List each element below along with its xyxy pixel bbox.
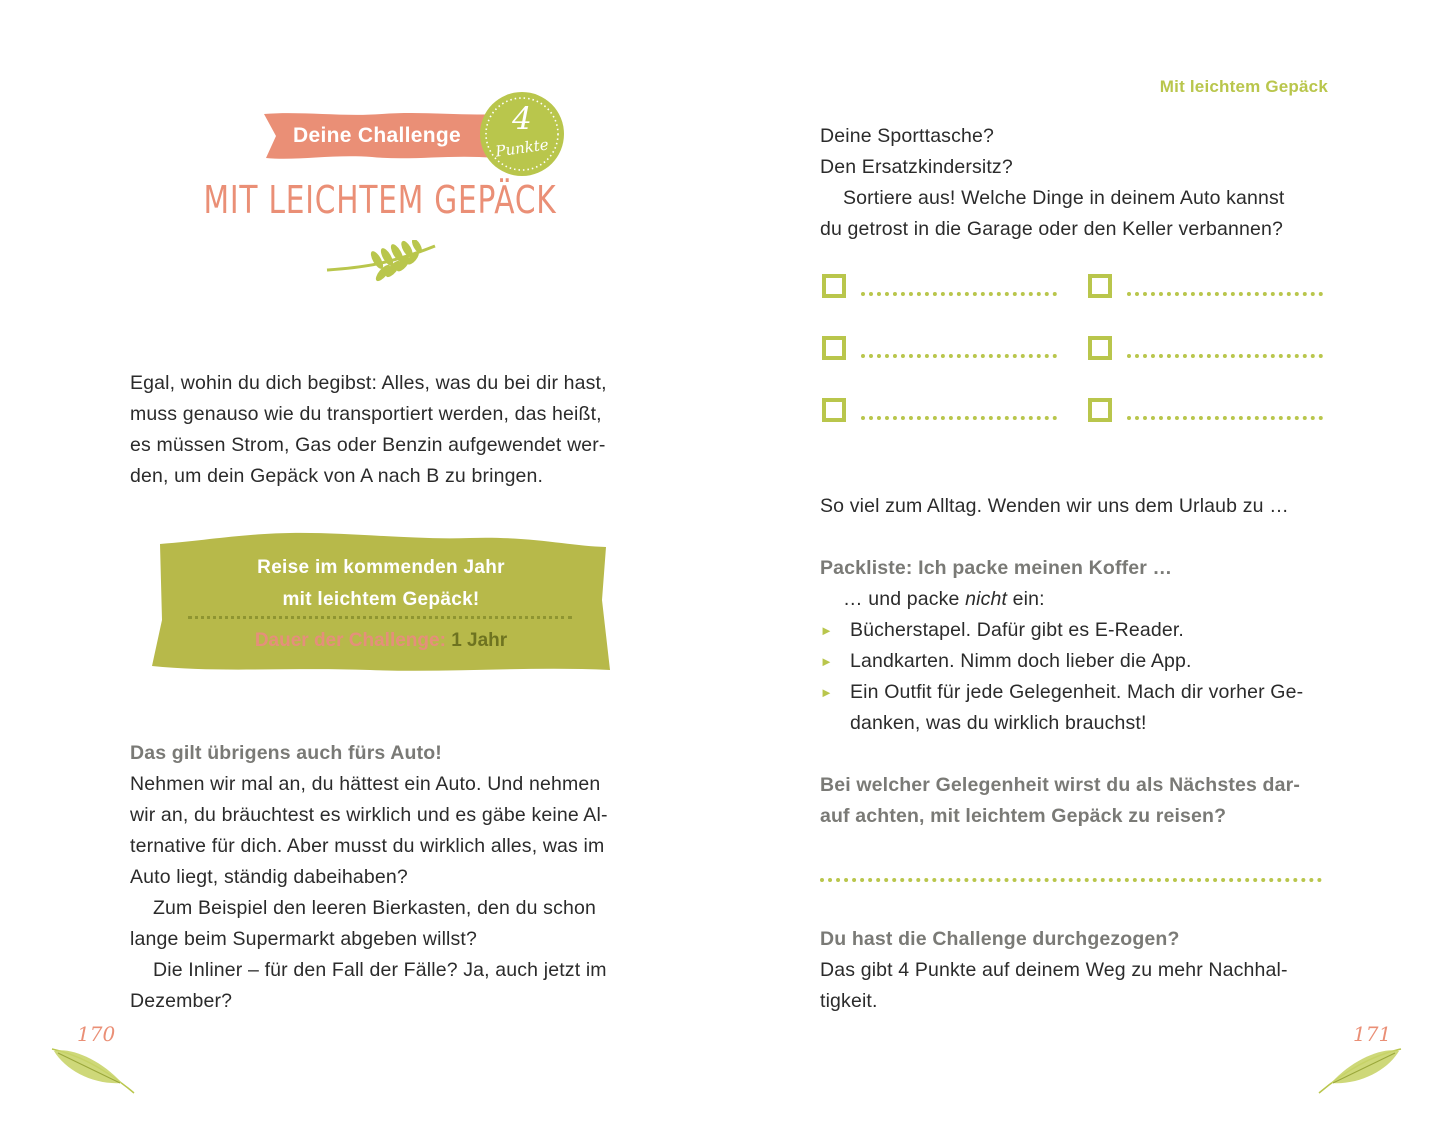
- page-title: MIT LEICHTEM GEPÄCK: [203, 178, 557, 222]
- checklist-item[interactable]: [820, 394, 854, 424]
- sprig-icon: [325, 240, 440, 282]
- text-line: Sortiere aus! Welche Dinge in deinem Auto kannst: [843, 187, 1285, 209]
- text-line: ternative für dich. Aber musst du wirklich alles, was im: [130, 835, 605, 857]
- write-in-line[interactable]: [861, 292, 1057, 296]
- arrow-bullet-icon: ►: [820, 685, 834, 700]
- challenge-line-2: mit leichtem Gepäck!: [282, 589, 480, 610]
- list-item-text: Landkarten. Nimm doch lieber die App.: [850, 650, 1192, 672]
- write-in-line[interactable]: [1127, 416, 1323, 420]
- arrow-bullet-icon: ►: [820, 623, 834, 638]
- checklist-row: [820, 332, 1335, 394]
- leaf-icon: [50, 1045, 136, 1095]
- auto-section: [130, 738, 634, 1017]
- spacer: [820, 739, 1335, 770]
- list-item-text: Bücherstapel. Dafür gibt es E-Reader.: [850, 619, 1184, 641]
- duration-value: 1 Jahr: [445, 630, 508, 651]
- packliste-subline: [820, 584, 1335, 615]
- emphasis-text: nicht: [965, 588, 1008, 610]
- checkbox[interactable]: [1088, 274, 1112, 298]
- leaf-icon: [1317, 1045, 1403, 1095]
- page-number: 171: [1353, 1022, 1392, 1046]
- answer-write-in-line[interactable]: [820, 878, 1322, 882]
- checkbox[interactable]: [1088, 336, 1112, 360]
- done-heading: Du hast die Challenge durchgezogen?: [820, 928, 1180, 950]
- text-line: Den Ersatzkindersitz?: [820, 156, 1013, 178]
- right-page: [727, 0, 1453, 1140]
- packliste-heading: Packliste: Ich packe meinen Koffer …: [820, 557, 1173, 579]
- list-item-text: danken, was du wirklich brauchst!: [850, 712, 1147, 734]
- checklist-item[interactable]: [820, 332, 854, 362]
- text-line: tigkeit.: [820, 990, 878, 1012]
- list-item: [820, 646, 1335, 677]
- left-page: [0, 0, 726, 1140]
- checklist: [820, 270, 1335, 456]
- text-line: Deine Sporttasche?: [820, 125, 994, 147]
- text-fragment: … und packe: [843, 588, 966, 610]
- text-line: Egal, wohin du dich begibst: Alles, was du bei dir hast,: [130, 372, 607, 394]
- spacer: [820, 522, 1335, 553]
- banner-label: Deine Challenge: [293, 124, 461, 147]
- text-line: es müssen Strom, Gas oder Benzin aufgewendet wer-: [130, 434, 606, 456]
- text-line: Auto liegt, ständig dabeihaben?: [130, 866, 408, 888]
- write-in-line[interactable]: [1127, 354, 1323, 358]
- intro-paragraph: [130, 368, 634, 492]
- checklist-item[interactable]: [1086, 394, 1120, 424]
- dotted-divider: [188, 616, 572, 619]
- right-main: [820, 491, 1335, 1017]
- points-badge: [479, 91, 565, 177]
- checkbox[interactable]: [822, 398, 846, 422]
- list-item-text: Ein Outfit für jede Gelegenheit. Mach dir vorher Ge-: [850, 681, 1304, 703]
- arrow-bullet-icon: ►: [820, 654, 834, 669]
- text-line: Nehmen wir mal an, du hättest ein Auto. Und nehmen: [130, 773, 601, 795]
- badge-number: 4: [512, 101, 532, 137]
- auto-heading: Das gilt übrigens auch fürs Auto!: [130, 742, 442, 764]
- checkbox[interactable]: [822, 274, 846, 298]
- text-line: So viel zum Alltag. Wenden wir uns dem Urlaub zu …: [820, 495, 1289, 517]
- write-in-line[interactable]: [1127, 292, 1323, 296]
- text-line: Dezember?: [130, 990, 233, 1012]
- duration-label: Dauer der Challenge:: [254, 630, 446, 651]
- right-intro: [820, 121, 1330, 245]
- list-item-continuation: [820, 708, 1335, 739]
- write-in-line[interactable]: [861, 354, 1057, 358]
- checkbox[interactable]: [1088, 398, 1112, 422]
- checklist-item[interactable]: [1086, 270, 1120, 300]
- challenge-line-1: Reise im kommenden Jahr: [257, 557, 505, 578]
- text-line: muss genauso wie du transportiert werden, das heißt,: [130, 403, 602, 425]
- list-item: [820, 615, 1335, 646]
- question-line: Bei welcher Gelegenheit wirst du als Nächstes dar-: [820, 774, 1300, 796]
- text-line: du getrost in die Garage oder den Keller verbannen?: [820, 218, 1283, 240]
- page-number: 170: [77, 1022, 116, 1046]
- text-line: lange beim Supermarkt abgeben willst?: [130, 928, 477, 950]
- challenge-duration: [150, 630, 612, 652]
- checklist-row: [820, 270, 1335, 332]
- text-line: Das gibt 4 Punkte auf deinem Weg zu mehr Nachhal-: [820, 959, 1288, 981]
- text-line: Zum Beispiel den leeren Bierkasten, den du schon: [153, 897, 596, 919]
- challenge-box: [150, 530, 612, 676]
- write-in-line[interactable]: [861, 416, 1057, 420]
- challenge-banner: [262, 108, 498, 160]
- text-fragment: ein:: [1007, 588, 1045, 610]
- checklist-item[interactable]: [820, 270, 854, 300]
- running-head: Mit leichtem Gepäck: [1159, 77, 1328, 96]
- text-line: Die Inliner – für den Fall der Fälle? Ja, auch jetzt im: [153, 959, 607, 981]
- question-line: auf achten, mit leichtem Gepäck zu reisen?: [820, 805, 1227, 827]
- text-line: wir an, du bräuchtest es wirklich und es gäbe keine Al-: [130, 804, 608, 826]
- text-line: den, um dein Gepäck von A nach B zu bringen.: [130, 465, 544, 487]
- checklist-row: [820, 394, 1335, 456]
- list-item: [820, 677, 1335, 708]
- badge-word: Punkte: [494, 135, 550, 161]
- checkbox[interactable]: [822, 336, 846, 360]
- checklist-item[interactable]: [1086, 332, 1120, 362]
